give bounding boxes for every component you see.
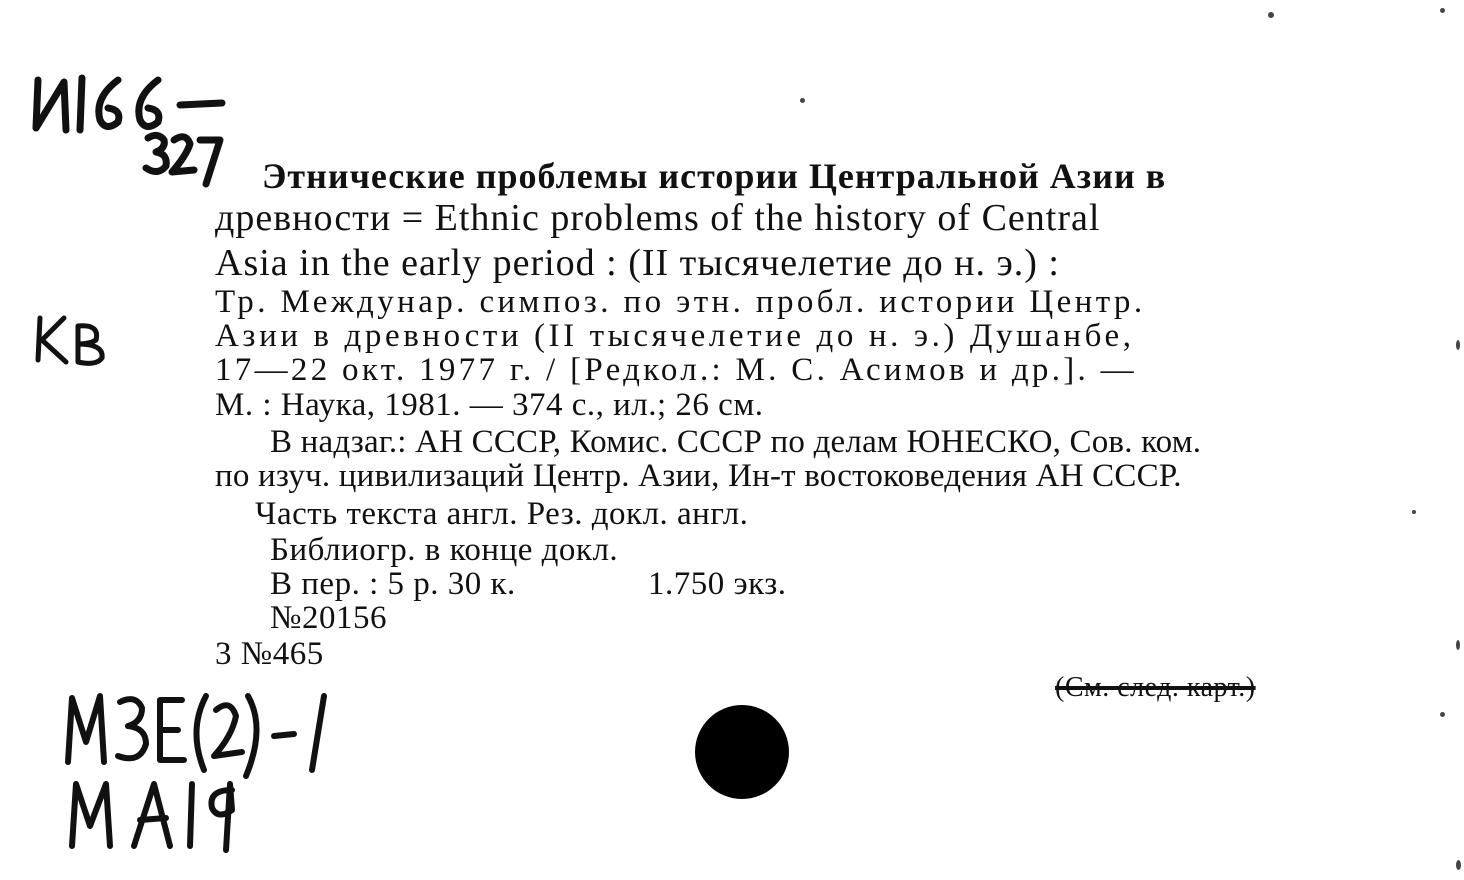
card-text-line-5: Азии в древности (II тысячелетие до н. э.) Душанбе,	[215, 318, 1135, 354]
scan-speck	[1440, 712, 1445, 717]
bottom-mark-glyphs	[62, 680, 362, 860]
continued-note: (См. след. карт.)	[1055, 672, 1256, 703]
card-text-line-3: Asia in the early period : (II тысячелетие до н. э.) :	[215, 242, 1060, 284]
card-title-line: Этнические проблемы истории Центральной Азии в	[262, 156, 1167, 196]
number-line-2: 3 №465	[215, 636, 324, 672]
number-line-1: №20156	[270, 600, 387, 636]
price-line: В пер. : 5 р. 30 к.	[270, 566, 516, 602]
note-line-1: В надзаг.: АН СССР, Комис. СССР по делам ЮНЕСКО, Сов. ком.	[270, 424, 1202, 460]
punch-hole	[695, 705, 789, 799]
shelfmark-glyphs	[30, 60, 230, 200]
scan-speck	[1268, 12, 1274, 18]
side-mark-glyphs	[34, 312, 124, 372]
scan-speck	[1440, 8, 1445, 13]
scan-speck	[1412, 510, 1416, 514]
scan-speck	[1456, 860, 1461, 870]
note-line-3: Часть текста англ. Рез. докл. англ.	[255, 496, 749, 532]
shelfmark-handwritten	[30, 60, 230, 200]
copies-line: 1.750 экз.	[648, 566, 787, 602]
scan-speck	[1456, 640, 1460, 650]
bottom-mark-handwritten	[62, 680, 362, 860]
card-text-line-7: М. : Наука, 1981. — 374 с., ил.; 26 см.	[215, 387, 764, 423]
card-text-line-6: 17—22 окт. 1977 г. / [Редкол.: М. С. Асимов и др.]. —	[215, 352, 1137, 388]
card-text-line-4: Тр. Междунар. симпоз. по этн. пробл. истории Центр.	[215, 284, 1146, 320]
scan-speck	[800, 98, 805, 103]
scan-speck	[1456, 340, 1460, 350]
note-line-4: Библиогр. в конце докл.	[270, 532, 619, 568]
card-text-line-2: древности = Ethnic problems of the history of Central	[215, 197, 1101, 239]
note-line-2: по изуч. цивилизаций Центр. Азии, Ин-т востоковедения АН СССР.	[215, 458, 1182, 494]
side-mark-handwritten	[34, 312, 124, 372]
